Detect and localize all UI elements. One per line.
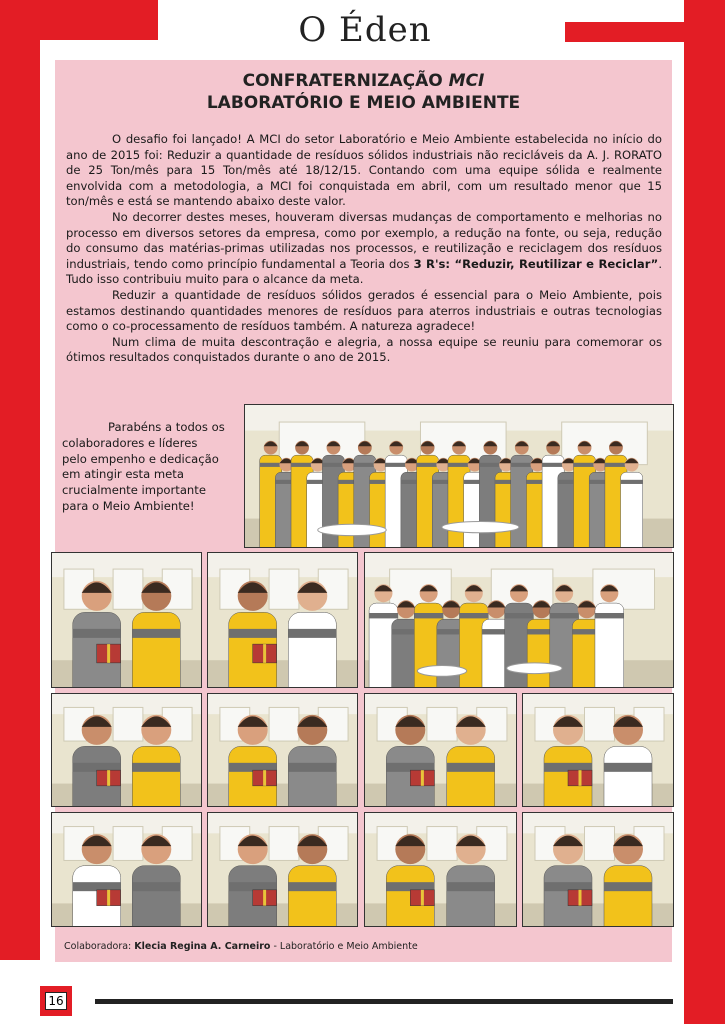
group-photo-large: [244, 404, 674, 548]
headline-mci: MCI: [448, 71, 485, 91]
photo-image: [365, 694, 516, 806]
congrats-line: para o Meio Ambiente!: [62, 498, 195, 513]
article-body: [66, 132, 662, 366]
photo-row2-2: [207, 693, 358, 807]
congrats-line: pelo empenho e dedicação: [62, 451, 219, 466]
paragraph-2: No decorrer destes meses, houveram diversas mudanças de comportamento e melhorias no processo em diversos setores da empresa, como por exemplo, a redução na fonte, ou seja, redução do consumo das matérias-primas utilizadas nos processos, e reutilização e reciclagem dos resíduos industriais, tendo como princípio fundamental a Teoria dos 3 R's: “Reduzir, Reutilizar e Reciclar”. Tudo isso contribuiu muito para o alcance da meta.: [66, 209, 662, 287]
paragraph-1: O desafio foi lançado! A MCI do setor Laboratório e Meio Ambiente estabelecida no início do ano de 2015 foi: Reduzir a quantidade de resíduos sólidos industriais não recicláveis da A. J. RORATO de 25 Ton/mês para 15 Ton/mês até 18/12/15. Contando com uma equipe sólida e realmente envolvida com a metodologia, a MCI foi conquistada em abril, com um resultado menor que 15 ton/mês e está se mantendo abaixo deste valor.: [66, 132, 662, 209]
photo-row2-3: [364, 693, 517, 807]
photo-image: [208, 553, 357, 687]
photo-row3-2: [207, 812, 358, 927]
photo-row3-4: [522, 812, 674, 927]
congrats-line: Parabéns a todos os: [108, 420, 225, 434]
photo-row1-1: [51, 552, 202, 688]
page-number: 16: [45, 992, 66, 1010]
credit-name: Klecia Regina A. Carneiro: [134, 941, 271, 952]
photo-image: [208, 694, 357, 806]
congrats-line: colaboradores e líderes: [62, 435, 198, 450]
photo-image: [365, 553, 673, 687]
photo-image: [52, 694, 201, 806]
photo-image: [365, 813, 516, 926]
paragraph-3: Reduzir a quantidade de resíduos sólidos gerados é essencial para o Meio Ambiente, pois estamos destinando quantidades menores de resíduos para aterros industriais e outras tecnologias como o co-processamento de resíduos também. A natureza agradece!: [66, 287, 662, 334]
photo-image: [52, 553, 201, 687]
paragraph-4: Num clima de muita descontração e alegria, a nossa equipe se reuniu para comemorar os ótimos resultados conquistados durante o ano de 2015.: [66, 334, 662, 365]
photo-row1-3: [364, 552, 674, 688]
congrats-line: crucialmente importante: [62, 483, 206, 498]
photo-row2-1: [51, 693, 202, 807]
headline-line-2: LABORATÓRIO E MEIO AMBIENTE: [206, 93, 521, 113]
photo-image: [52, 813, 201, 926]
photo-row3-3: [364, 812, 517, 927]
photo-row3-1: [51, 812, 202, 927]
congratulations-text: [62, 420, 240, 515]
headline-line-1: CONFRATERNIZAÇÃO MCI: [242, 71, 485, 91]
footer-rule: [95, 999, 673, 1004]
magazine-title: O Éden: [298, 10, 432, 50]
page-number-box: [40, 986, 72, 1016]
article-headline: [55, 70, 672, 114]
photo-row2-4: [522, 693, 674, 807]
photo-image: [523, 694, 673, 806]
photo-row1-2: [207, 552, 358, 688]
photo-image: [523, 813, 673, 926]
red-side-strip-left: [0, 0, 40, 960]
congrats-line: em atingir esta meta: [62, 467, 184, 482]
three-rs-bold: 3 R's: “Reduzir, Reutilizar e Reciclar”: [413, 256, 659, 271]
red-side-strip-right: [684, 0, 725, 1024]
credit-line: Colaboradora: Klecia Regina A. Carneiro - Laboratório e Meio Ambiente: [64, 941, 418, 952]
photo-image: [208, 813, 357, 926]
photo-image: [245, 405, 673, 547]
